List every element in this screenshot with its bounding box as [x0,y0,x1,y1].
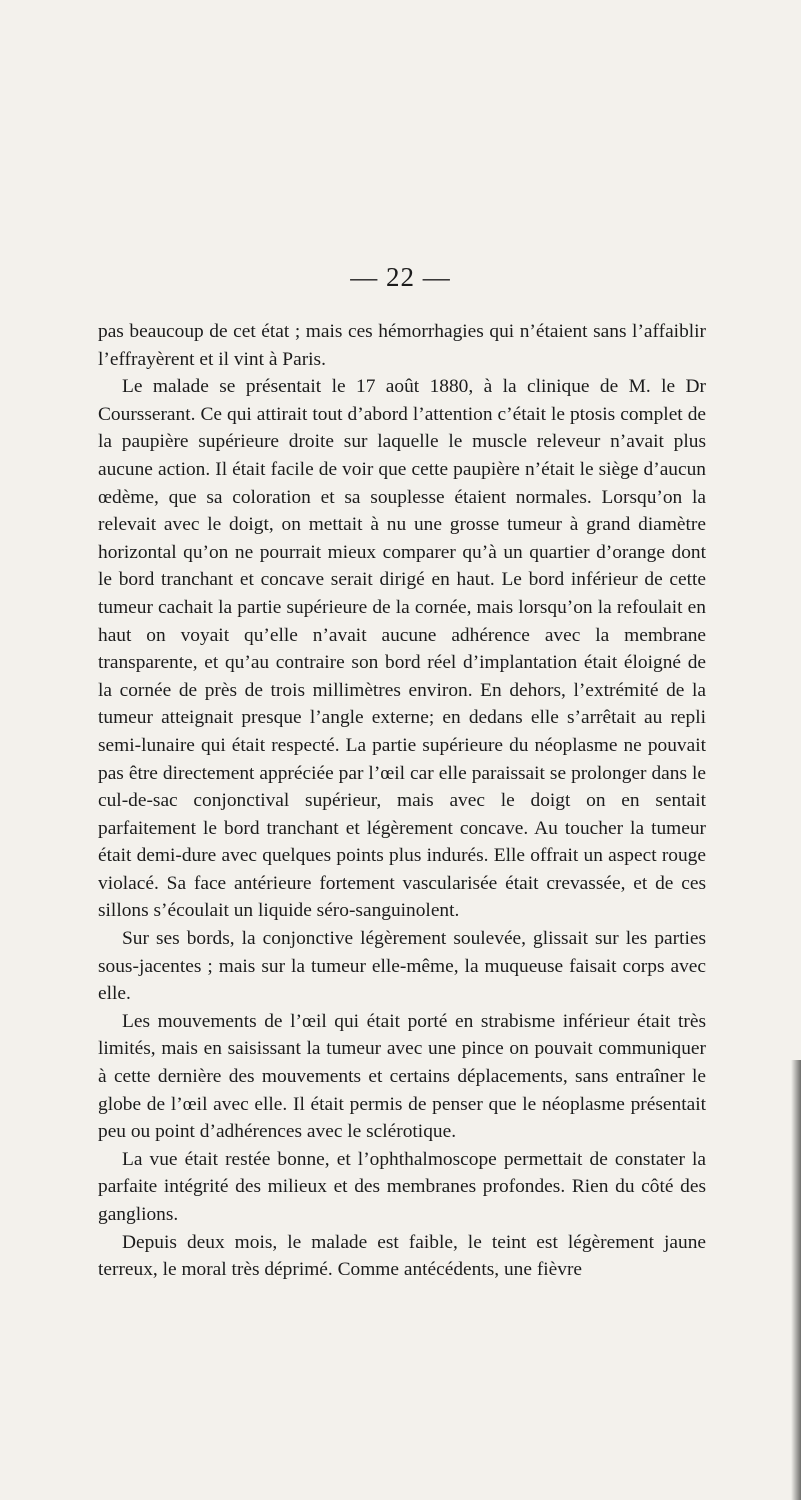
paragraph-eye-movements: Les mouvements de l’œil qui était porté en strabisme inférieur était très limités, mais en saisissant la tumeur avec une pince on pouvait communiquer à cette dernière des mouvements et certains déplacements, sans entraîner le globe de l’œil avec elle. Il était permis de penser que le néoplasme présentait peu ou point d’adhérences avec le sclérotique. [98,1010,706,1143]
paragraph-clinical-presentation: Le malade se présentait le 17 août 1880, à la clinique de M. le Dr Coursserant. Ce qui attirait tout d’abord l’attention c’était le ptosis complet de la paupière supérieure droite sur laquelle le muscle releveur n’avait plus aucune action. Il était facile de voir que cette paupière n’était le siège d’aucun œdème, que sa coloration et sa souplesse étaient normales. Lorsqu’on la relevait avec le doigt, on mettait à nu une grosse tumeur à grand diamètre horizontal qu’on ne pourrait mieux comparer qu’à un quartier d’orange dont le bord tranchant et concave serait dirigé en haut. Le bord inférieur de cette tumeur cachait la partie supérieure de la cornée, mais lorsqu’on la refoulait en haut on voyait qu’elle n’avait aucune adhérence avec la membrane transparente, et qu’au contraire son bord réel d’implantation était éloigné de la cornée de près de trois millimètres environ. En dehors, l’extrémité de la tumeur atteignait presque l’angle externe; en dedans elle s’arrêtait au repli semi-lunaire qui était respecté. La partie supérieure du néoplasme ne pouvait pas être directement appréciée par l’œil car elle paraissait se prolonger dans le cul-de-sac conjonctival supérieur, mais avec le doigt on en sentait parfaitement le bord tranchant et légèrement concave. Au toucher la tumeur était demi-dure avec quelques points plus indurés. Elle offrait un aspect rouge violacé. Sa face antérieure fortement vascularisée était crevassée, et de ces sillons s’écoulait un liquide séro-sanguinolent. [98,376,706,922]
body-text [98,318,706,1284]
paragraph-general-state: Depuis deux mois, le malade est faible, le teint est légèrement jaune terreux, le moral très déprimé. Comme antécédents, une fièvre [98,1231,706,1281]
paragraph-conjunctiva: Sur ses bords, la conjonctive légèrement soulevée, glissait sur les parties sous-jacentes ; mais sur la tumeur elle-même, la muqueuse faisait corps avec elle. [98,928,706,1005]
page-number: — 22 — [350,262,451,292]
paragraph-continued: pas beaucoup de cet état ; mais ces hémorrhagies qui n’étaient sans l’affaiblir l’effrayèrent et il vint à Paris. [98,321,706,370]
page-edge-shadow [791,1060,801,1500]
paragraph-vision: La vue était restée bonne, et l’ophthalmoscope permettait de constater la parfaite intégrité des milieux et des membranes profondes. Rien du côté des ganglions. [98,1148,706,1225]
